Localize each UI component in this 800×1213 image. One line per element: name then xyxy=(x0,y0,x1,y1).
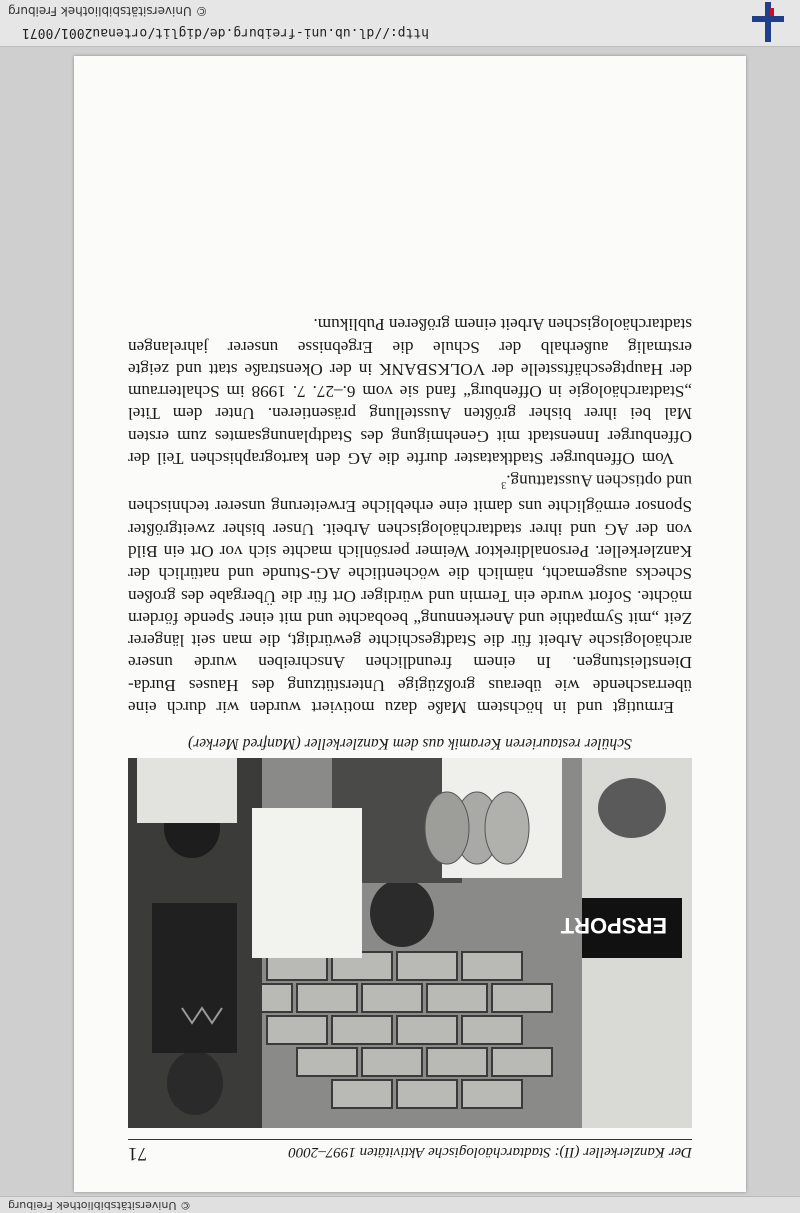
library-logo-icon xyxy=(748,2,788,42)
copyright-notice-bottom: © Universitätsbibliothek Freiburg xyxy=(8,1199,191,1212)
source-url-link[interactable]: http://dl.ub.uni-freiburg.de/diglit/ortenau2001/0071 xyxy=(22,25,429,40)
running-title: Der Kanzlerkeller (II): Stadtarchäologische Aktivitäten 1997–2000 xyxy=(288,1144,692,1160)
page-number: 71 xyxy=(128,1143,147,1164)
viewer-bottom-bar xyxy=(0,1196,800,1213)
paragraph-2: Vom Offenburger Stadtkataster durfte die AG den kartographischen Teil der Offenburger Innenstadt mit Genehmigung des Stadtplanungsamtes zum ersten Mal bei ihrer bisher größten Ausstellung präsentieren. Unter dem Titel „Stadtarchäologie in Offenburg“ fand sie vom 6.–27. 7. 1998 im Schalterraum der Hauptgeschäftsstelle der VOLKSBANK in der Okenstraße statt und zeigte erstmalig außerhalb der Schule die Ergebnisse unserer jahrelangen stadtarchäologischen Arbeit einem größeren Publikum. xyxy=(128,315,692,468)
photo-image xyxy=(128,758,692,1128)
page-header xyxy=(128,1139,692,1162)
paragraph-1 xyxy=(128,469,692,718)
scanned-page xyxy=(74,56,746,1192)
photo-shirt-text: ERSPORT xyxy=(560,913,667,938)
footnote-marker[interactable]: 3 xyxy=(501,479,507,491)
copyright-notice-top: © Universitätsbibliothek Freiburg xyxy=(8,4,208,18)
photo-students-restoring-ceramics xyxy=(128,758,692,1128)
paragraph-1-text: Ermutigt und in höchstem Maße dazu motiviert wurden wir durch eine überraschende wie überaus großzügige Unterstützung des Hauses Burda-Dienstleistungen. In einem freundlichen Anschreiben wurde unsere archäologische Arbeit für die Stadtgeschichte gewürdigt, die man seit längerer Zeit „mit Sympathie und Anerkennung“ beobachte und mit einer Spende fördern möchte. Sofort wurde ein Termin und würdiger Ort für die Übergabe des großen Schecks ausgemacht, nämlich die wöchentliche AG-Stunde und natürlich der Kanzlerkeller. Personaldirektor Weimer persönlich machte sich vor Ort ein Bild von der AG und ihrer stadtarchäologischen Arbeit. Unser bisher zweitgrößter Sponsor ermöglichte uns damit eine erhebliche Erweiterung unserer technischen und optischen Ausstattung. xyxy=(128,471,692,717)
viewer-top-bar xyxy=(0,0,800,47)
photo-caption: Schüler restaurieren Keramik aus dem Kanzlerkeller (Manfred Merker) xyxy=(188,735,632,752)
body-text xyxy=(128,313,692,718)
